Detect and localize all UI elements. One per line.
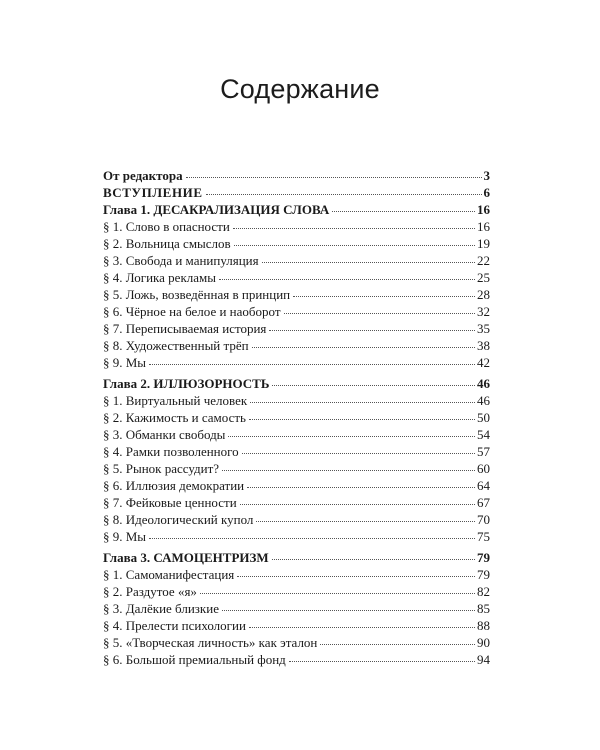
dot-leader [200,592,475,594]
toc-section [103,651,490,668]
dot-leader [149,537,475,539]
dot-leader [252,346,475,348]
toc-section [103,477,490,494]
toc-entry-label: Глава 3. САМОЦЕНТРИЗМ [103,550,269,565]
toc-entry-editor [103,167,490,184]
dot-leader [249,626,475,628]
toc-page-number: 67 [477,495,490,510]
dot-leader [233,227,475,229]
toc-entry-label: § 5. «Творческая личность» как эталон [103,635,318,650]
toc-entry-label: Глава 1. ДЕСАКРАЛИЗАЦИЯ СЛОВА [103,202,330,217]
toc-section [103,286,490,303]
dot-leader [272,384,475,386]
dot-leader [228,435,475,437]
dot-leader [186,176,482,178]
toc-entry-label: § 6. Иллюзия демократии [103,478,245,493]
toc-entry-label: § 7. Переписываемая история [103,321,267,336]
toc-page-number: 3 [483,168,490,183]
dot-leader [269,329,475,331]
toc-chapter-1 [103,201,490,218]
toc-entry-label: Глава 2. ИЛЛЮЗОРНОСТЬ [103,376,270,391]
table-of-contents [103,167,490,668]
toc-entry-label: § 3. Свобода и манипуляция [103,253,259,268]
dot-leader [262,261,475,263]
toc-section [103,426,490,443]
toc-page-number: 28 [477,287,490,302]
toc-section [103,600,490,617]
toc-section [103,303,490,320]
toc-section [103,320,490,337]
toc-page-number: 35 [477,321,490,336]
toc-page-number: 88 [477,618,490,633]
toc-entry-label: § 1. Виртуальный человек [103,393,248,408]
toc-page-number: 38 [477,338,490,353]
dot-leader [293,295,475,297]
toc-section [103,528,490,545]
dot-leader [237,575,475,577]
toc-page-number: 42 [477,355,490,370]
dot-leader [219,278,475,280]
dot-leader [206,193,482,195]
toc-entry-introduction [103,184,490,201]
toc-chapter-2 [103,375,490,392]
toc-page-number: 79 [477,567,490,582]
toc-section [103,443,490,460]
toc-section [103,337,490,354]
toc-section [103,617,490,634]
toc-page-number: 57 [477,444,490,459]
toc-chapter-3 [103,549,490,566]
dot-leader [289,660,475,662]
dot-leader [240,503,475,505]
toc-entry-label: § 9. Мы [103,529,147,544]
toc-entry-label: § 8. Идеологический купол [103,512,254,527]
dot-leader [222,609,475,611]
toc-entry-label: § 5. Ложь, возведённая в принцип [103,287,291,302]
toc-entry-label: § 6. Большой премиальный фонд [103,652,286,667]
toc-page-number: 46 [477,393,490,408]
toc-entry-label: § 7. Фейковые ценности [103,495,237,510]
dot-leader [284,312,475,314]
toc-page-number: 82 [477,584,490,599]
toc-page-number: 6 [483,185,490,200]
dot-leader [256,520,475,522]
toc-entry-label: § 2. Вольница смыслов [103,236,231,251]
toc-entry-label: § 2. Раздутое «я» [103,584,197,599]
toc-page-number: 79 [477,550,490,565]
toc-page-number: 54 [477,427,490,442]
dot-leader [234,244,475,246]
toc-section [103,218,490,235]
dot-leader [249,418,475,420]
toc-page-number: 75 [477,529,490,544]
toc-entry-label: § 3. Далёкие близкие [103,601,219,616]
toc-entry-label: § 9. Мы [103,355,147,370]
toc-section [103,252,490,269]
toc-section [103,354,490,371]
toc-entry-label: § 4. Рамки позволенного [103,444,239,459]
toc-entry-label: § 5. Рынок рассудит? [103,461,220,476]
dot-leader [242,452,475,454]
toc-page-number: 60 [477,461,490,476]
toc-page-number: 85 [477,601,490,616]
toc-page-number: 50 [477,410,490,425]
toc-page-number: 64 [477,478,490,493]
toc-page-number: 90 [477,635,490,650]
toc-entry-label: § 4. Прелести психологии [103,618,246,633]
toc-entry-label: § 4. Логика рекламы [103,270,216,285]
toc-entry-label: § 8. Художественный трёп [103,338,249,353]
toc-page-number: 22 [477,253,490,268]
toc-page-number: 16 [477,202,490,217]
dot-leader [272,558,475,560]
toc-entry-label: ВСТУПЛЕНИЕ [103,185,203,200]
toc-section [103,634,490,651]
dot-leader [320,643,475,645]
page-title: Содержание [220,74,380,104]
toc-section [103,566,490,583]
toc-section [103,583,490,600]
dot-leader [222,469,475,471]
toc-section [103,269,490,286]
toc-section [103,235,490,252]
dot-leader [332,210,475,212]
toc-section [103,460,490,477]
dot-leader [247,486,475,488]
toc-page-number: 46 [477,376,490,391]
toc-page-number: 16 [477,219,490,234]
dot-leader [250,401,475,403]
dot-leader [149,363,475,365]
toc-entry-label: § 6. Чёрное на белое и наоборот [103,304,281,319]
toc-section [103,409,490,426]
toc-entry-label: § 3. Обманки свободы [103,427,226,442]
toc-section [103,392,490,409]
toc-entry-label: § 2. Кажимость и самость [103,410,246,425]
toc-entry-label: § 1. Слово в опасности [103,219,230,234]
toc-page-number: 70 [477,512,490,527]
toc-entry-label: § 1. Самоманифестация [103,567,235,582]
toc-section [103,511,490,528]
toc-page-number: 32 [477,304,490,319]
toc-section [103,494,490,511]
toc-page-number: 25 [477,270,490,285]
toc-entry-label: От редактора [103,168,183,183]
toc-page-number: 19 [477,236,490,251]
toc-page-number: 94 [477,652,490,667]
